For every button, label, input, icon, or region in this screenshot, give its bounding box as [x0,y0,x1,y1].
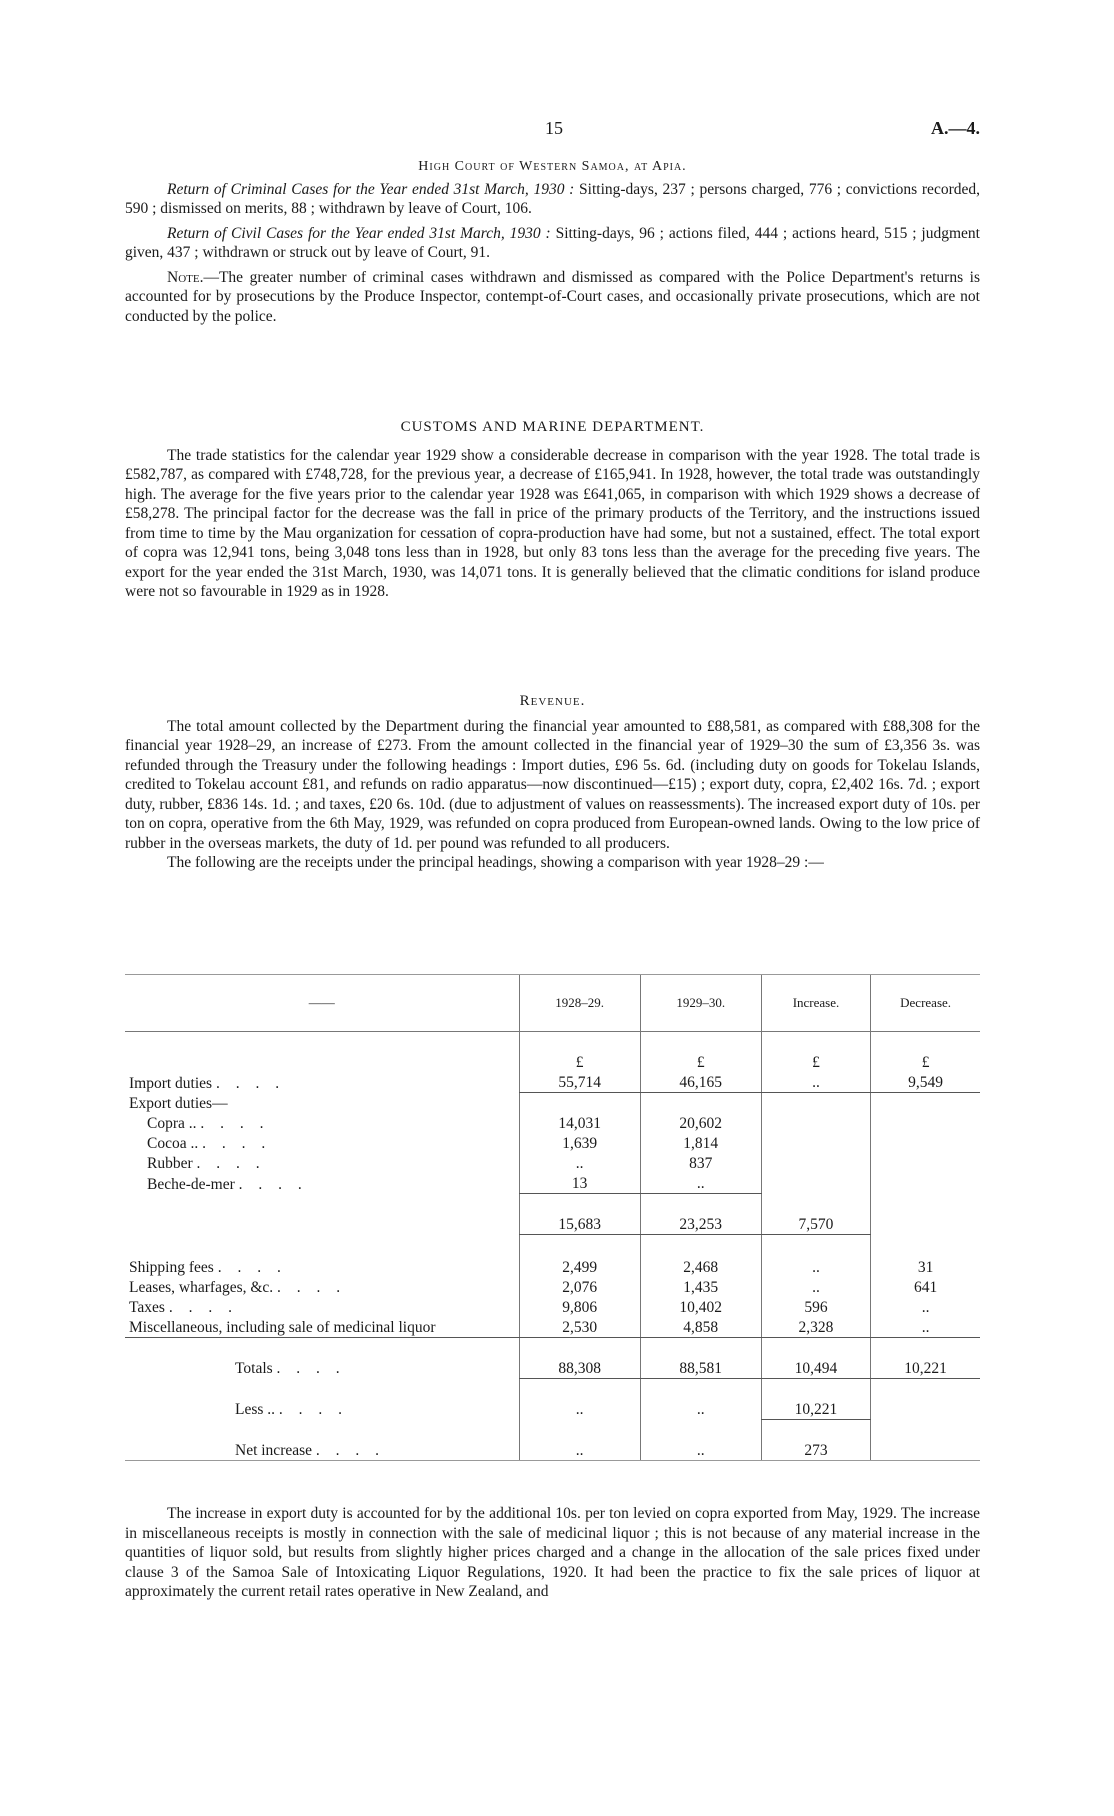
receipts-table [125,974,980,1461]
cell-1928-29: 1,639 [519,1133,640,1153]
totals-row [125,1358,980,1379]
cell-1928-29: 88,308 [519,1358,640,1379]
note-text: —The greater number of criminal cases withdrawn and dismissed as compared with the Police Department's returns is accounted for by prosecutions by the Produce Inspector, contempt-of-Court cases, and occasionally private prosecutions, which are not conducted by the police. [125,268,980,325]
high-court-section [125,157,980,326]
table-row [125,1072,980,1093]
civil-cases-label: Return of Civil Cases for the Year ended 31st March, 1930 : [167,224,551,242]
customs-section [125,418,980,602]
cell-1929-30: 2,468 [640,1257,761,1277]
header-blank: —— [125,975,519,1032]
cell-1928-29: 9,806 [519,1297,640,1317]
criminal-cases-label: Return of Criminal Cases for the Year ended 31st March, 1930 : [167,180,575,198]
unit-pound: £ [761,1052,870,1072]
receipts-intro-paragraph: The following are the receipts under the principal headings, showing a comparison with year 1928–29 :— [167,854,824,871]
criminal-cases-paragraph [125,180,980,219]
table-row [125,1277,980,1297]
civil-cases-paragraph [125,224,980,263]
row-label: Shipping fees . . . . [129,1258,287,1276]
cell-1929-30: .. [640,1173,761,1194]
table-row [125,1317,980,1338]
cell-decrease: 31 [871,1257,980,1277]
cell-1929-30: 20,602 [640,1113,761,1133]
row-label: Miscellaneous, including sale of medicinal liquor [125,1317,519,1338]
cell-decrease: 10,221 [871,1358,980,1379]
table-row [125,1257,980,1277]
cell-1929-30: 837 [640,1153,761,1173]
row-label: Totals . . . . [235,1360,346,1377]
cell-1929-30: 88,581 [640,1358,761,1379]
cell-1929-30: .. [640,1399,761,1420]
row-label: Import duties . . . . [129,1074,286,1092]
cell-1929-30: 1,435 [640,1277,761,1297]
row-label: Copra .. . . . . [147,1115,270,1132]
cell-1928-29: 13 [519,1173,640,1194]
cell-1929-30: .. [640,1440,761,1461]
row-label: Rubber . . . . [147,1155,266,1172]
row-label: Taxes . . . . [129,1298,238,1316]
cell-increase: 2,328 [761,1317,870,1338]
cell-increase: 10,494 [761,1358,870,1379]
cell-increase: 7,570 [761,1214,870,1235]
unit-pound: £ [519,1052,640,1072]
closing-paragraph: The increase in export duty is accounted for by the additional 10s. per ton levied on copra exported from May, 1929. The increase in miscellaneous receipts is mostly in connection with the sale of medicinal liquor ; this is not because of any material increase in the quantities of liquor sold, but results from slightly higher prices charged and a change in the allocation of the sale prices fixed under clause 3 of the Samoa Sale of Intoxicating Liquor Regulations, 1920. It had been the practice to fix the sale prices of liquor at approximately the current retail rates operative in New Zealand, and [125,1505,980,1600]
unit-pound: £ [640,1052,761,1072]
cell-1928-29: 15,683 [519,1214,640,1235]
header-1928-29: 1928–29. [519,975,640,1032]
cell-1928-29: 2,530 [519,1317,640,1338]
cell-1928-29: .. [519,1399,640,1420]
export-subtotal-row [125,1214,980,1235]
cell-1929-30: 46,165 [640,1072,761,1093]
header-decrease: Decrease. [871,975,980,1032]
cell-1929-30: 4,858 [640,1317,761,1338]
row-label: Net increase . . . . [125,1440,519,1461]
table-row [125,1297,980,1317]
revenue-paragraph: The total amount collected by the Department during the financial year amounted to £88,581, as compared with £88,308 for the financial year 1928–29, an increase of £273. From the amount collected in the financial year of 1929–30 the sum of £3,356 3s. was refunded through the Treasury under the following headings : Import duties, £96 5s. 6d. (including duty on goods for Tokelau Islands, credited to Tokelau account £81, and refunds on radio apparatus—now discontinued—£15) ; export duty, copra, £2,402 16s. 7d. ; export duty, rubber, £836 14s. 1d. ; and taxes, £20 6s. 10d. (due to adjustment of values on reassessments). The increased export duty of 10s. per ton on copra, operative from the 6th May, 1929, was refunded on copra produced from European-owned lands. Owing to the low price of rubber in the overseas markets, the duty of 1d. per pound was refunded to all producers. [125,717,980,852]
row-label: Less .. . . . . [235,1401,349,1418]
page-header [125,118,980,140]
cell-1928-29: 2,076 [519,1277,640,1297]
cell-increase: 273 [761,1440,870,1461]
cell-decrease: .. [871,1297,980,1317]
net-increase-row [125,1440,980,1461]
cell-increase: .. [761,1072,870,1093]
cell-1928-29: .. [519,1153,640,1173]
high-court-heading: High Court of Western Samoa, at Apia. [418,159,687,174]
unit-pound: £ [871,1052,980,1072]
cell-1929-30: 23,253 [640,1214,761,1235]
table-row [125,1133,980,1153]
page-number: 15 [545,118,563,138]
civil-cases-text: Sitting-days, 96 ; actions filed, 444 ; actions heard, 515 ; judgment given, 437 ; withdrawn or struck out by leave of Court, 91. [125,224,980,261]
revenue-heading: Revenue. [519,693,586,709]
cell-1928-29: .. [519,1440,640,1461]
cell-increase: 596 [761,1297,870,1317]
cell-1928-29: 14,031 [519,1113,640,1133]
table-row [125,1153,980,1173]
row-label: Leases, wharfages, &c. . . . . [129,1278,347,1296]
cell-increase: .. [761,1277,870,1297]
units-row [125,1052,980,1072]
cell-1929-30: 1,814 [640,1133,761,1153]
note-paragraph [125,268,980,327]
less-row [125,1399,980,1420]
note-label: Note. [167,268,204,286]
header-increase: Increase. [761,975,870,1032]
row-label: Beche-de-mer . . . . [147,1175,308,1193]
closing-section [125,1504,980,1602]
table-row [125,1113,980,1133]
document-reference: A.—4. [931,118,980,138]
cell-decrease: .. [871,1317,980,1338]
header-1929-30: 1929–30. [640,975,761,1032]
cell-decrease: 641 [871,1277,980,1297]
cell-decrease: 9,549 [871,1072,980,1093]
table-header-row [125,975,980,1032]
table-row [125,1093,980,1114]
cell-1928-29: 55,714 [519,1072,640,1093]
row-label: Export duties— [129,1095,228,1112]
cell-1928-29: 2,499 [519,1257,640,1277]
cell-increase: .. [761,1257,870,1277]
cell-1929-30: 10,402 [640,1297,761,1317]
customs-heading: CUSTOMS AND MARINE DEPARTMENT. [400,419,705,435]
table-row [125,1173,980,1194]
criminal-cases-text: Sitting-days, 237 ; persons charged, 776 ; convictions recorded, 590 ; dismissed on merits, 88 ; withdrawn by leave of Court, 106. [125,180,980,217]
revenue-section [125,692,980,873]
customs-paragraph: The trade statistics for the calendar year 1929 show a considerable decrease in comparison with the year 1928. The total trade is £582,787, as compared with £748,728, for the previous year, a decrease of £165,941. In 1928, however, the total trade was outstandingly high. The average for the five years prior to the calendar year 1928 was £641,065, in comparison with which 1929 shows a decrease of £58,278. The principal factor for the decrease was the fall in price of the primary products of the Territory, and the instructions issued from time to time by the Mau organization for cessation of copra-production have had some, but not a sustained, effect. The total export of copra was 12,941 tons, being 3,048 tons less than in 1928, but only 83 tons less than the average for the preceding five years. The export for the year ended the 31st March, 1930, was 14,071 tons. It is generally believed that the climatic conditions for island produce were not so favourable in 1929 as in 1928. [125,446,980,600]
row-label: Cocoa .. . . . . [147,1135,272,1152]
cell-increase: 10,221 [761,1399,870,1420]
